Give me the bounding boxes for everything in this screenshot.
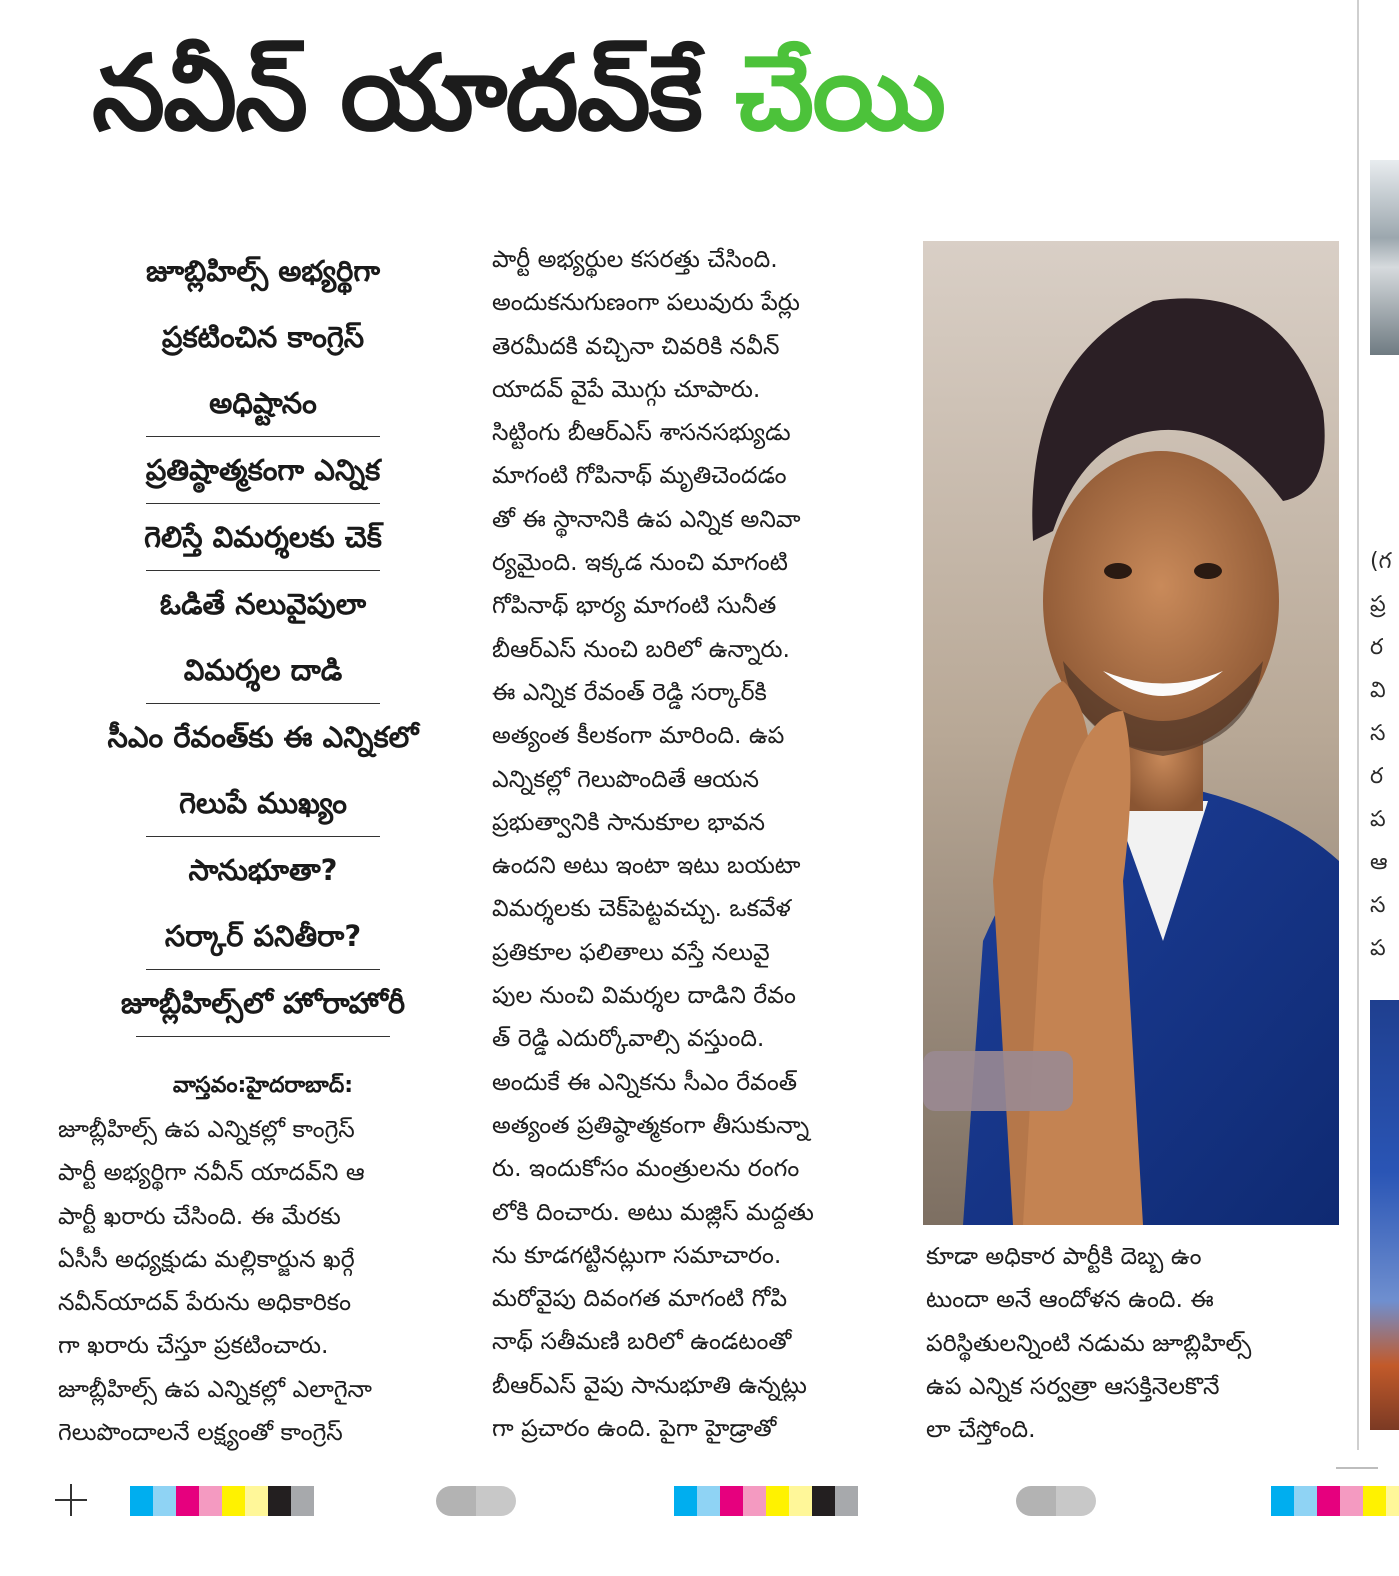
headline-main: నవీన్ యాదవ్‌కే	[92, 32, 701, 154]
color-swatch	[222, 1486, 245, 1516]
color-swatch	[720, 1486, 743, 1516]
color-swatch	[835, 1486, 858, 1516]
neighbor-text	[1370, 540, 1399, 970]
article-line: యాదవ్ వైపే మొగ్గు చూపారు.	[492, 374, 761, 403]
gray-pill	[436, 1486, 516, 1516]
subhead: సానుభూతా?	[188, 853, 338, 887]
subhead: జూబ్లీహిల్స్‌లో హోరాహోరీ	[120, 986, 406, 1020]
subhead: ప్రతిష్ఠాత్మకంగా ఎన్నిక	[145, 453, 381, 487]
neighbor-photo-top	[1370, 160, 1399, 355]
article-line: ఏసీసీ అధ్యక్షుడు మల్లికార్జున ఖర్గే	[58, 1244, 355, 1273]
subhead: జూబ్లిహిల్స్ అభ్యర్థిగా	[145, 254, 381, 288]
color-swatch	[291, 1486, 314, 1516]
subhead: ఓడితే నలువైపులా	[159, 587, 367, 621]
article-line: త్ రెడ్డి ఎదుర్కోవాల్సి వస్తుంది.	[492, 1024, 765, 1053]
article-line: అత్యంత కీలకంగా మారింది. ఉప	[492, 721, 785, 750]
color-swatch	[153, 1486, 176, 1516]
color-swatch	[812, 1486, 835, 1516]
article-column-1	[58, 1108, 478, 1454]
color-swatch	[199, 1486, 222, 1516]
article-line: బీఆర్ఎస్ నుంచి బరిలో ఉన్నారు.	[492, 634, 791, 663]
candidate-photo	[923, 241, 1339, 1225]
subhead: సర్కార్ పనితీరా?	[164, 919, 362, 953]
article-line: పార్టీ అభ్యర్థిగా నవీన్ యాదవ్‌ని ఆ	[58, 1158, 365, 1187]
color-swatch	[176, 1486, 199, 1516]
color-swatch	[1340, 1486, 1363, 1516]
color-bar	[1271, 1486, 1399, 1516]
article-line: ప్రతికూల ఫలితాలు వస్తే నలువై	[492, 937, 770, 966]
subhead-divider	[136, 1036, 390, 1037]
subhead: సీఎం రేవంత్‌కు ఈ ఎన్నికలో	[107, 720, 419, 754]
neighbor-fragment: వి	[1370, 678, 1386, 703]
color-swatch	[1294, 1486, 1317, 1516]
article-line: జూబ్లీహిల్స్ ఉప ఎన్నికల్లో ఎలాగైనా	[58, 1374, 372, 1403]
article-line: నాథ్ సతీమణి బరిలో ఉండటంతో	[492, 1327, 792, 1356]
article-line: అందుకే ఈ ఎన్నికను సీఎం రేవంత్	[492, 1067, 798, 1096]
article-line: లా చేస్తోంది.	[926, 1415, 1036, 1444]
article-line: మరోవైపు దివంగత మాగంటి గోపి	[492, 1284, 788, 1313]
article-line: ను కూడగట్టినట్లుగా సమాచారం.	[492, 1240, 782, 1269]
article-line: పార్టీ అభ్యర్థుల కసరత్తు చేసింది.	[492, 245, 778, 273]
headline-accent: చేయి	[735, 32, 944, 154]
article-line: తో ఈ స్థానానికి ఉప ఎన్నిక అనివా	[492, 504, 801, 533]
article-line: తెరమీదకి వచ్చినా చివరికి నవీన్	[492, 331, 780, 360]
article-line: మాగంటి గోపినాథ్ మృతిచెందడం	[492, 461, 787, 490]
article-line: అత్యంత ప్రతిష్ఠాత్మకంగా తీసుకున్నా	[492, 1110, 810, 1139]
article-line: ఈ ఎన్నిక రేవంత్ రెడ్డి సర్కార్‌కి	[492, 677, 767, 706]
article-line: అందుకనుగుణంగా పలువురు పేర్లు	[492, 288, 800, 317]
color-bar	[130, 1486, 314, 1516]
article-line: పరిస్థితులన్నింటి నడుమ జూబ్లిహిల్స్	[926, 1328, 1252, 1357]
corner-rule	[1336, 1467, 1378, 1469]
color-swatch	[1363, 1486, 1386, 1516]
color-swatch	[245, 1486, 268, 1516]
neighbor-fragment: స	[1370, 721, 1386, 746]
article-line: ఉందని అటు ఇంటా ఇటు బయటా	[492, 851, 801, 880]
article-line: టుందా అనే ఆందోళన ఉంది. ఈ	[926, 1285, 1214, 1314]
color-swatch	[674, 1486, 697, 1516]
article-line: బీఆర్ఎస్ వైపు సానుభూతి ఉన్నట్లు	[492, 1370, 807, 1399]
article-line: రు. ఇందుకోసం మంత్రులను రంగం	[492, 1154, 800, 1183]
neighbor-fragment: (గ	[1370, 549, 1392, 574]
color-swatch	[1317, 1486, 1340, 1516]
dateline: వాస్తవం:హైదరాబాద్:	[172, 1073, 354, 1098]
article-line: ర్యమైంది. ఇక్కడ నుంచి మాగంటి	[492, 548, 788, 577]
subhead: గెలుపే ముఖ్యం	[179, 786, 347, 820]
color-swatch	[697, 1486, 720, 1516]
gray-pill	[1016, 1486, 1096, 1516]
neighbor-photo-bottom	[1370, 1000, 1399, 1430]
color-swatch	[268, 1486, 291, 1516]
article-line: కూడా అధికార పార్టీకి దెబ్బ ఉం	[926, 1242, 1202, 1270]
article-line: సిట్టింగు బీఆర్ఎస్ శాసనసభ్యుడు	[492, 418, 791, 447]
headline	[92, 18, 944, 168]
color-swatch	[1271, 1486, 1294, 1516]
color-swatch	[789, 1486, 812, 1516]
neighbor-fragment: ప	[1370, 807, 1386, 832]
color-swatch	[766, 1486, 789, 1516]
subhead: విమర్శల దాడి	[183, 653, 343, 687]
color-swatch	[130, 1486, 153, 1516]
article-line: పార్టీ ఖరారు చేసింది. ఈ మేరకు	[58, 1201, 341, 1230]
neighbor-fragment: ప	[1370, 936, 1386, 961]
article-column-2	[492, 238, 904, 1450]
registration-mark-icon	[55, 1484, 87, 1516]
article-column-3	[926, 1235, 1346, 1451]
neighbor-fragment: ఆ	[1370, 850, 1388, 875]
article-line: ఎన్నికల్లో గెలుపొందితే ఆయన	[492, 764, 760, 793]
color-bar	[674, 1486, 858, 1516]
article-line: గోపినాథ్ భార్య మాగంటి సునీత	[492, 591, 777, 620]
article-line: పుల నుంచి విమర్శల దాడిని రేవం	[492, 981, 796, 1010]
neighbor-fragment: ర	[1370, 764, 1384, 789]
article-line: ప్రభుత్వానికి సానుకూల భావన	[492, 807, 766, 836]
subhead: గెలిస్తే విమర్శలకు చెక్	[144, 520, 382, 554]
neighbor-fragment: స	[1370, 893, 1386, 918]
article-line: గా ఖరారు చేస్తూ ప్రకటించారు.	[58, 1331, 329, 1360]
neighbor-fragment: ప్ర	[1370, 592, 1386, 617]
subhead: అధిష్టానం	[209, 386, 317, 420]
neighbor-fragment: ర	[1370, 635, 1384, 660]
article-line: నవీన్‌యాదవ్ పేరును అధికారికం	[58, 1288, 351, 1317]
subhead: ప్రకటించిన కాంగ్రెస్	[161, 320, 365, 354]
color-swatch	[743, 1486, 766, 1516]
subheads	[58, 238, 468, 1037]
article-line: జూబ్లీహిల్స్ ఉప ఎన్నికల్లో కాంగ్రెస్	[58, 1115, 355, 1143]
article-line: విమర్శలకు చెక్‌పెట్టవచ్చు. ఒకవేళ	[492, 894, 791, 923]
color-swatch	[1386, 1486, 1399, 1516]
article-line: గా ప్రచారం ఉంది. పైగా హైడ్రాతో	[492, 1414, 777, 1443]
article-line: గెలుపొందాలనే లక్ష్యంతో కాంగ్రెస్	[58, 1418, 343, 1447]
article-line: ఉప ఎన్నిక సర్వత్రా ఆసక్తినెలకొనే	[926, 1371, 1220, 1400]
column-divider	[1357, 0, 1359, 1450]
article-line: లోకి దించారు. అటు మజ్లిస్ మద్దతు	[492, 1197, 814, 1226]
